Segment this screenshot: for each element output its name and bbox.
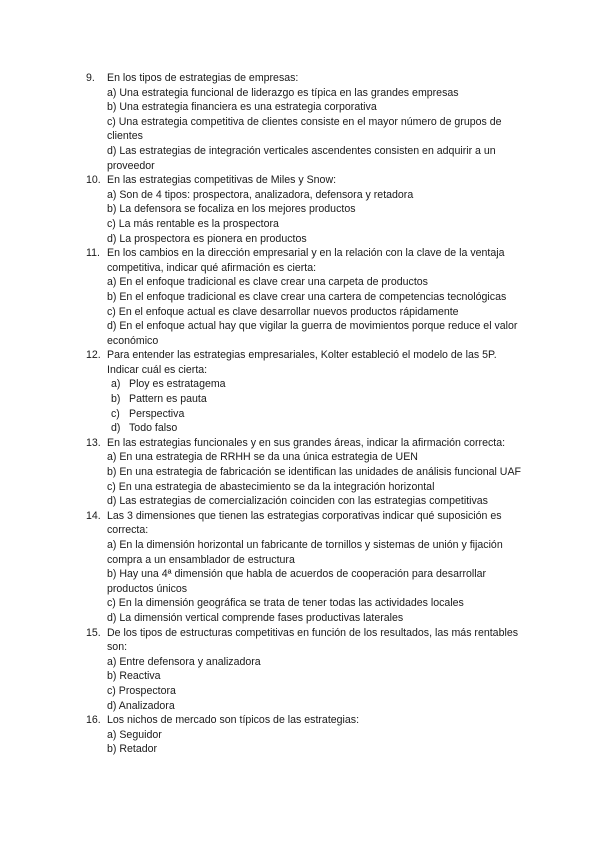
option-d: d) Analizadora bbox=[107, 699, 175, 712]
question-text: Para entender las estrategias empresariales, Kolter estableció el modelo de las 5P. Indicar cuál es cierta: bbox=[107, 349, 497, 376]
option-text: Ploy es estratagema bbox=[129, 378, 226, 391]
option-d: d) Las estrategias de comercialización coinciden con las estrategias competitivas bbox=[107, 495, 488, 508]
option-b: b) En una estrategia de fabricación se identifican las unidades de análisis funcional UAF bbox=[107, 466, 521, 479]
question-number: 15. bbox=[86, 626, 101, 639]
question-12 bbox=[0, 348, 600, 377]
option-a: a) Entre defensora y analizadora bbox=[107, 655, 261, 668]
option-c: c) En una estrategia de abastecimiento se da la integración horizontal bbox=[107, 480, 435, 493]
option-c: c) En el enfoque actual es clave desarrollar nuevos productos rápidamente bbox=[107, 305, 459, 318]
question-text: Las 3 dimensiones que tienen las estrategias corporativas indicar qué suposición es correcta: bbox=[107, 509, 502, 537]
option-label: d) bbox=[111, 422, 121, 435]
option-d: d) En el enfoque actual hay que vigilar la guerra de movimientos porque reduce el valor económico bbox=[107, 320, 518, 347]
option-a: a) En la dimensión horizontal un fabricante de tornillos y sistemas de unión y fijación compra a un ensamblador de estructura bbox=[107, 539, 503, 566]
option-a bbox=[111, 377, 531, 392]
option-a: a) Una estrategia funcional de liderazgo es típica en las grandes empresas bbox=[107, 86, 459, 99]
option-text: Pattern es pauta bbox=[129, 393, 207, 406]
option-b: b) Una estrategia financiera es una estrategia corporativa bbox=[107, 101, 377, 114]
question-number: 10. bbox=[86, 174, 101, 187]
option-d: d) La prospectora es pionera en productos bbox=[107, 232, 307, 245]
question-13 bbox=[0, 436, 600, 451]
question-14 bbox=[0, 509, 600, 538]
option-b: b) Retador bbox=[107, 743, 158, 756]
question-text: En los cambios en la dirección empresarial y en la relación con la clave de la ventaja competitiva, indicar qué afirmación es cierta: bbox=[107, 247, 505, 274]
option-b bbox=[111, 392, 531, 407]
question-text: De los tipos de estructuras competitivas en función de los resultados, las más rentables son: bbox=[107, 626, 519, 654]
question-text: En las estrategias competitivas de Miles y Snow: bbox=[107, 174, 337, 187]
option-label: c) bbox=[111, 407, 120, 420]
question-text: En las estrategias funcionales y en sus grandes áreas, indicar la afirmación correcta: bbox=[107, 436, 506, 449]
option-a: a) En una estrategia de RRHH se da una única estrategia de UEN bbox=[107, 451, 418, 464]
option-d: d) La dimensión vertical comprende fases productivas laterales bbox=[107, 611, 404, 624]
option-c: c) La más rentable es la prospectora bbox=[107, 217, 279, 230]
question-9 bbox=[0, 71, 600, 86]
option-b: b) La defensora se focaliza en los mejores productos bbox=[107, 203, 356, 216]
option-a: a) Son de 4 tipos: prospectora, analizadora, defensora y retadora bbox=[107, 188, 414, 201]
option-text: Todo falso bbox=[129, 422, 178, 435]
question-16 bbox=[0, 713, 600, 728]
question-11 bbox=[0, 246, 600, 275]
option-d bbox=[111, 421, 531, 436]
option-a: a) Seguidor bbox=[107, 728, 162, 741]
option-d: d) Las estrategias de integración verticales ascendentes consisten en adquirir a un proveedor bbox=[107, 144, 496, 172]
question-number: 11. bbox=[86, 247, 100, 260]
option-label: b) bbox=[111, 393, 121, 406]
question-number: 16. bbox=[86, 714, 101, 727]
question-number: 9. bbox=[86, 72, 95, 84]
question-text: En los tipos de estrategias de empresas: bbox=[107, 72, 299, 84]
option-c: c) Prospectora bbox=[107, 684, 176, 697]
option-text: Perspectiva bbox=[129, 407, 185, 420]
option-b: b) Hay una 4ª dimensión que habla de acuerdos de cooperación para desarrollar productos únicos bbox=[107, 568, 487, 595]
question-number: 12. bbox=[86, 349, 101, 362]
question-number: 14. bbox=[86, 509, 101, 522]
option-c bbox=[111, 407, 531, 422]
option-c: c) Una estrategia competitiva de clientes consiste en el mayor número de grupos de clientes bbox=[107, 115, 502, 143]
question-10 bbox=[0, 173, 600, 188]
question-number: 13. bbox=[86, 436, 101, 449]
question-15 bbox=[0, 626, 600, 655]
option-a: a) En el enfoque tradicional es clave crear una carpeta de productos bbox=[107, 276, 428, 289]
option-c: c) En la dimensión geográfica se trata de tener todas las actividades locales bbox=[107, 597, 464, 610]
option-b: b) En el enfoque tradicional es clave crear una cartera de competencias tecnológicas bbox=[107, 290, 507, 303]
question-text: Los nichos de mercado son típicos de las estrategias: bbox=[107, 714, 360, 727]
option-b: b) Reactiva bbox=[107, 670, 161, 683]
option-label: a) bbox=[111, 378, 121, 391]
